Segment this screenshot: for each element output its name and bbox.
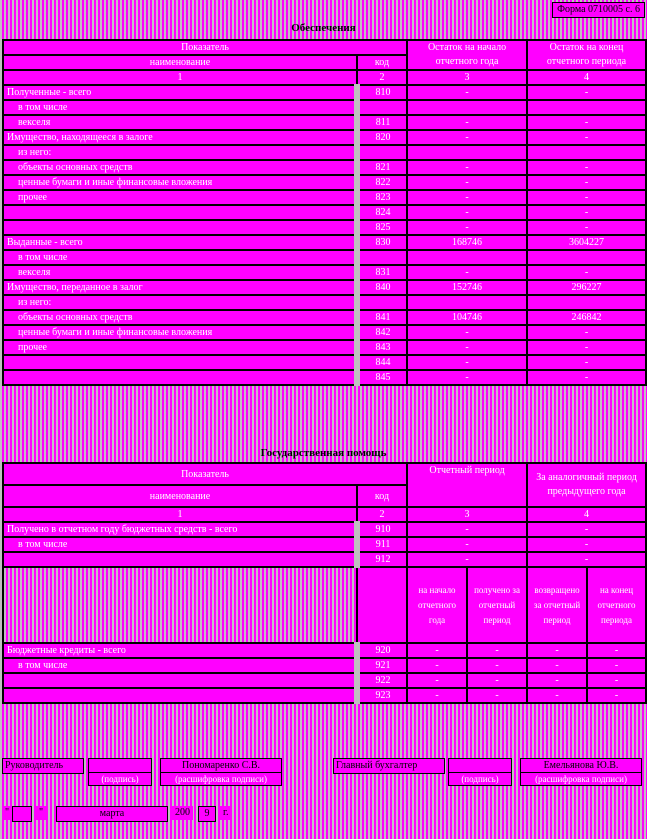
row-name [3,370,357,385]
table-row [3,220,646,235]
date-year-prefix: 200 [172,806,193,820]
header2-num-1: 1 [3,507,357,522]
row-start-value: - [407,160,527,175]
row-code: 912 [357,552,407,567]
row-code: 844 [357,355,407,370]
row-name: Имущество, находящееся в залоге [3,130,357,145]
row-period-value: - [407,537,527,552]
accountant-decode-note: (расшифровка подписи) [520,772,642,786]
row-code: 825 [357,220,407,235]
row-name: векселя [3,115,357,130]
row-period-value: - [407,522,527,537]
row-value-c: - [527,643,587,658]
row-end-value: - [527,370,646,385]
section-title-state-aid: Государственная помощь [0,445,647,461]
row-start-value: 104746 [407,310,527,325]
row-start-value: - [407,340,527,355]
header-num-1: 1 [3,70,357,85]
header-col3: Остаток на начало отчетного года [407,40,527,70]
row-end-value: - [527,325,646,340]
row-end-value: - [527,115,646,130]
row-start-value [407,295,527,310]
header2-code: код [357,485,407,507]
row-value-a: - [407,688,467,703]
row-code: 843 [357,340,407,355]
row-end-value [527,295,646,310]
row-name: Имущество, переданное в залог [3,280,357,295]
row-end-value [527,100,646,115]
header-num-2: 2 [357,70,407,85]
row-name [3,552,357,567]
row-start-value [407,250,527,265]
row-name: Полученные - всего [3,85,357,100]
row-name: из него: [3,145,357,160]
table-row [3,688,646,703]
row-end-value: - [527,160,646,175]
table-row [3,160,646,175]
row-name [3,220,357,235]
row-prev-value: - [527,552,646,567]
row-value-b: - [467,688,527,703]
subheader-start: на начало отчетного года [407,567,467,643]
table-row [3,552,646,567]
row-value-b: - [467,643,527,658]
row-value-b: - [467,673,527,688]
row-code: 831 [357,265,407,280]
row-code: 821 [357,160,407,175]
row-code: 820 [357,130,407,145]
row-code [357,145,407,160]
row-end-value: - [527,265,646,280]
row-name: ценные бумаги и иные финансовые вложения [3,325,357,340]
row-start-value: - [407,325,527,340]
header-col4: Остаток на конец отчетного периода [527,40,646,70]
table-row [3,673,646,688]
row-code: 841 [357,310,407,325]
accountant-signature-note: (подпись) [448,772,512,786]
header2-num-2: 2 [357,507,407,522]
table-row [3,280,646,295]
date-year-unit: г. [220,806,231,820]
row-code [357,295,407,310]
table-row [3,145,646,160]
header-num-3: 3 [407,70,527,85]
head-label: Руководитель [2,758,84,774]
header2-num-3: 3 [407,507,527,522]
table-row [3,265,646,280]
accountant-label: Главный бухгалтер [333,758,445,774]
row-value-d: - [587,688,646,703]
row-name: прочее [3,190,357,205]
row-start-value: - [407,355,527,370]
row-code: 830 [357,235,407,250]
table-row [3,85,646,100]
row-code: 811 [357,115,407,130]
row-name: Получено в отчетном году бюджетных средств - всего [3,522,357,537]
row-end-value: 246842 [527,310,646,325]
row-end-value: - [527,205,646,220]
table-row [3,370,646,385]
table-row [3,643,646,658]
row-start-value [407,100,527,115]
row-name [3,355,357,370]
row-name [3,205,357,220]
row-code: 911 [357,537,407,552]
row-start-value: - [407,370,527,385]
header-indicator: Показатель [3,40,407,55]
table-row [3,355,646,370]
row-start-value: - [407,115,527,130]
table-row [3,175,646,190]
head-decode-note: (расшифровка подписи) [160,772,282,786]
row-code: 823 [357,190,407,205]
row-prev-value: - [527,537,646,552]
table-row [3,100,646,115]
table-row [3,325,646,340]
row-value-d: - [587,673,646,688]
date-year-suffix: 9 [198,806,216,822]
row-code: 810 [357,85,407,100]
row-end-value: - [527,220,646,235]
row-value-b: - [467,658,527,673]
row-end-value: - [527,85,646,100]
row-value-c: - [527,688,587,703]
row-code: 910 [357,522,407,537]
row-start-value [407,145,527,160]
row-period-value: - [407,552,527,567]
row-end-value: - [527,175,646,190]
table-row [3,658,646,673]
date-day-field[interactable] [12,806,32,822]
row-name: в том числе [3,658,357,673]
subheader-end: на конец отчетного периода [587,567,646,643]
row-name: в том числе [3,100,357,115]
row-code: 824 [357,205,407,220]
guarantees-table [2,39,647,386]
row-code: 822 [357,175,407,190]
row-end-value: 296227 [527,280,646,295]
row-code: 923 [357,688,407,703]
row-end-value [527,250,646,265]
row-name: из него: [3,295,357,310]
row-name: Выданные - всего [3,235,357,250]
subheader-blank-code [357,567,407,643]
date-quote-open: " [2,806,12,820]
head-name: Пономаренко С.В. [160,758,282,774]
header2-indicator: Показатель [3,463,407,485]
row-name [3,673,357,688]
row-value-a: - [407,658,467,673]
header-num-4: 4 [527,70,646,85]
row-code: 840 [357,280,407,295]
row-value-c: - [527,658,587,673]
row-end-value: - [527,130,646,145]
row-end-value: - [527,355,646,370]
row-code: 845 [357,370,407,385]
row-code: 842 [357,325,407,340]
row-start-value: - [407,130,527,145]
table-row [3,310,646,325]
row-value-d: - [587,658,646,673]
header2-name: наименование [3,485,357,507]
row-code [357,250,407,265]
subheader-received: получено за отчетный период [467,567,527,643]
form-label: Форма 0710005 с. 6 [552,2,645,18]
header-code: код [357,55,407,70]
row-start-value: - [407,175,527,190]
table-row [3,205,646,220]
row-start-value: - [407,205,527,220]
table-row [3,537,646,552]
row-start-value: - [407,190,527,205]
date-quote-close: " [36,806,46,820]
row-value-d: - [587,643,646,658]
row-value-c: - [527,673,587,688]
head-signature-note: (подпись) [88,772,152,786]
row-name: в том числе [3,537,357,552]
row-name: объекты основных средств [3,310,357,325]
table-row [3,340,646,355]
row-name: объекты основных средств [3,160,357,175]
header2-col3: Отчетный период [407,463,527,507]
row-prev-value: - [527,522,646,537]
row-name [3,688,357,703]
row-name: Бюджетные кредиты - всего [3,643,357,658]
row-start-value: - [407,265,527,280]
row-start-value: - [407,85,527,100]
row-value-a: - [407,643,467,658]
row-name: векселя [3,265,357,280]
row-end-value: - [527,190,646,205]
row-end-value [527,145,646,160]
header2-num-4: 4 [527,507,646,522]
row-end-value: 3604227 [527,235,646,250]
table-row [3,130,646,145]
row-code [357,100,407,115]
table-row [3,235,646,250]
section-title-guarantees: Обеспечения [0,20,647,36]
header2-col4: За аналогичный период предыдущего года [527,463,646,507]
state-aid-table [2,462,647,704]
subheader-returned: возвращено за отчетный период [527,567,587,643]
row-name: ценные бумаги и иные финансовые вложения [3,175,357,190]
table-row [3,250,646,265]
header-name: наименование [3,55,357,70]
table-row [3,522,646,537]
table-row [3,190,646,205]
row-code: 920 [357,643,407,658]
date-month: марта [56,806,168,822]
row-value-a: - [407,673,467,688]
row-code: 921 [357,658,407,673]
row-end-value: - [527,340,646,355]
row-start-value: - [407,220,527,235]
row-start-value: 152746 [407,280,527,295]
row-start-value: 168746 [407,235,527,250]
table-row [3,115,646,130]
row-code: 922 [357,673,407,688]
row-name: в том числе [3,250,357,265]
subheader-blank-name [3,567,357,643]
accountant-name: Емельянова Ю.В. [520,758,642,774]
table-row [3,295,646,310]
row-name: прочее [3,340,357,355]
